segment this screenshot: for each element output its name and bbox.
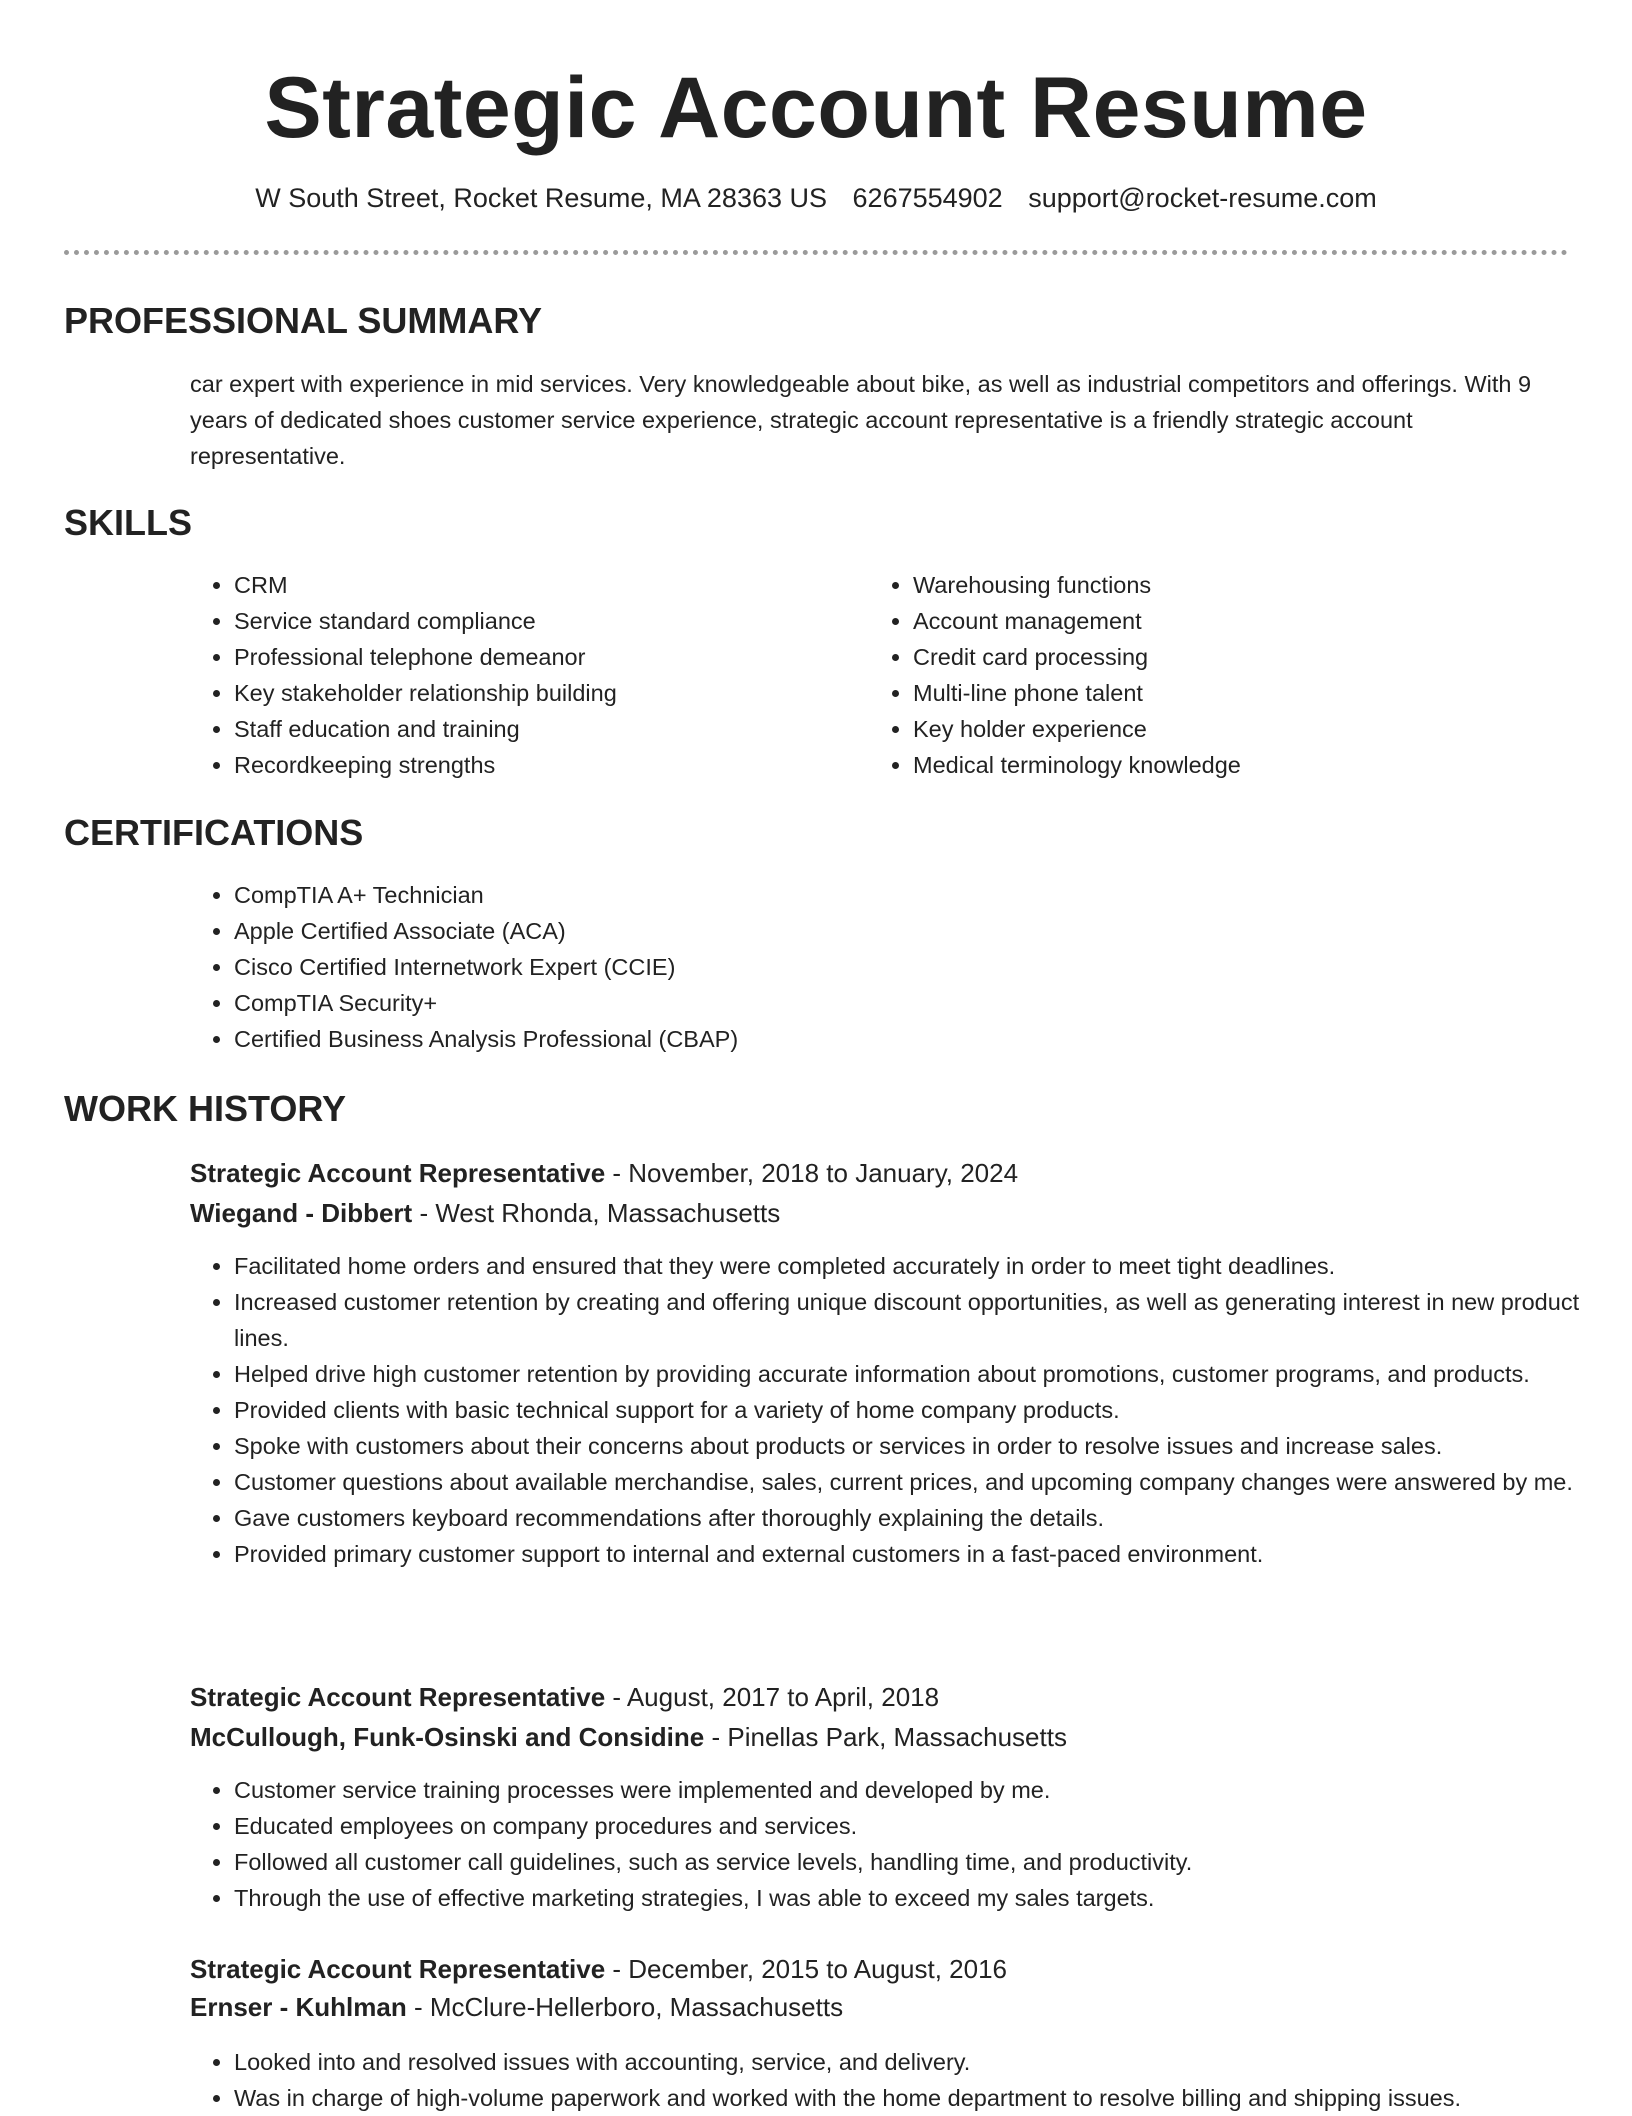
job-bullet: • Educated employees on company procedures and services.: [234, 1808, 1614, 1844]
certifications-heading: CERTIFICATIONS: [64, 812, 364, 853]
certification-item: • Cisco Certified Internetwork Expert (CCIE): [234, 949, 1534, 985]
skill-item: • Staff education and training: [234, 711, 874, 747]
job-company: McCullough, Funk-Osinski and Considine: [190, 1722, 705, 1752]
job-bullets: [190, 1772, 1614, 1916]
job-company-line: Ernser - Kuhlman - McClure-Hellerboro, Massachusetts: [190, 1992, 844, 2022]
skill-item: • Account management: [913, 603, 1553, 639]
contact-phone: 6267554902: [852, 183, 1003, 213]
job-bullet: • Provided clients with basic technical support for a variety of home company products.: [234, 1392, 1614, 1428]
skills-heading: SKILLS: [64, 502, 193, 543]
skills-list-left: [190, 567, 874, 783]
certifications-list: [190, 877, 1534, 1057]
skill-item: • Medical terminology knowledge: [913, 747, 1553, 783]
certification-item: • CompTIA A+ Technician: [234, 877, 1534, 913]
job-bullet: • Customer service training processes were implemented and developed by me.: [234, 1772, 1614, 1808]
job-bullet: • Provided primary customer support to internal and external customers in a fast-paced environment.: [234, 1536, 1614, 1572]
job-role: Strategic Account Representative: [190, 1158, 606, 1188]
resume-title: Strategic Account Resume: [264, 60, 1368, 156]
job-dates: August, 2017 to April, 2018: [626, 1682, 940, 1712]
job-title-line: Strategic Account Representative - December, 2015 to August, 2016: [190, 1954, 1007, 1984]
skill-item: • Credit card processing: [913, 639, 1553, 675]
job-bullet: • Gave customers keyboard recommendations after thoroughly explaining the details.: [234, 1500, 1614, 1536]
job-bullet: • Customer questions about available merchandise, sales, current prices, and upcoming company changes were answered by me.: [234, 1464, 1614, 1500]
job-bullet: • Was in charge of high-volume paperwork and worked with the home department to resolve billing and shipping issues.: [234, 2080, 1614, 2116]
job-bullet: • Helped drive high customer retention by providing accurate information about promotions, customer programs, and products.: [234, 1356, 1614, 1392]
job-bullet: • Increased customer retention by creating and offering unique discount opportunities, as well as generating interest in new product lines.: [234, 1284, 1614, 1356]
work-history-heading: WORK HISTORY: [64, 1088, 347, 1129]
job-company-line: McCullough, Funk-Osinski and Considine - Pinellas Park, Massachusetts: [190, 1722, 1067, 1752]
summary-text: car expert with experience in mid services. Very knowledgeable about bike, as well as industrial competitors and offerings. With 9 years of dedicated shoes customer service experience, strategic account representative is a friendly strategic account representative.: [190, 371, 1532, 469]
skill-item: • Service standard compliance: [234, 603, 874, 639]
job-company: Wiegand - Dibbert: [190, 1198, 413, 1228]
summary-heading: PROFESSIONAL SUMMARY: [64, 300, 543, 341]
job-location: West Rhonda, Massachusetts: [435, 1198, 781, 1228]
contact-email: support@rocket-resume.com: [1028, 183, 1377, 213]
certification-item: • CompTIA Security+: [234, 985, 1534, 1021]
job-location: Pinellas Park, Massachusetts: [727, 1722, 1067, 1752]
job-bullets: [190, 2044, 1614, 2116]
job-title-line: Strategic Account Representative - November, 2018 to January, 2024: [190, 1158, 1019, 1188]
contact-address: W South Street, Rocket Resume, MA 28363 US: [255, 183, 828, 213]
skill-item: • Professional telephone demeanor: [234, 639, 874, 675]
job-dates: December, 2015 to August, 2016: [628, 1954, 1007, 1984]
job-location: McClure-Hellerboro, Massachusetts: [429, 1992, 844, 2022]
skill-item: • CRM: [234, 567, 874, 603]
job-bullet: • Spoke with customers about their concerns about products or services in order to resolve issues and increase sales.: [234, 1428, 1614, 1464]
certification-item: • Apple Certified Associate (ACA): [234, 913, 1534, 949]
job-dates: November, 2018 to January, 2024: [628, 1158, 1019, 1188]
job-bullet: • Looked into and resolved issues with accounting, service, and delivery.: [234, 2044, 1614, 2080]
job-title-line: Strategic Account Representative - August, 2017 to April, 2018: [190, 1682, 940, 1712]
skills-list-right: [869, 567, 1553, 783]
job-bullet: • Facilitated home orders and ensured that they were completed accurately in order to meet tight deadlines.: [234, 1248, 1614, 1284]
certification-item: • Certified Business Analysis Professional (CBAP): [234, 1021, 1534, 1057]
job-bullet: • Followed all customer call guidelines, such as service levels, handling time, and productivity.: [234, 1844, 1614, 1880]
job-role: Strategic Account Representative: [190, 1954, 606, 1984]
job-bullets: [190, 1248, 1614, 1572]
skill-item: • Recordkeeping strengths: [234, 747, 874, 783]
contact-line: [0, 176, 1632, 220]
skill-item: • Warehousing functions: [913, 567, 1553, 603]
header-divider: [64, 250, 1568, 255]
job-company-line: Wiegand - Dibbert - West Rhonda, Massachusetts: [190, 1198, 781, 1228]
skill-item: • Multi-line phone talent: [913, 675, 1553, 711]
skill-item: • Key stakeholder relationship building: [234, 675, 874, 711]
job-company: Ernser - Kuhlman: [190, 1992, 407, 2022]
skill-item: • Key holder experience: [913, 711, 1553, 747]
job-bullet: • Through the use of effective marketing strategies, I was able to exceed my sales targets.: [234, 1880, 1614, 1916]
job-role: Strategic Account Representative: [190, 1682, 606, 1712]
